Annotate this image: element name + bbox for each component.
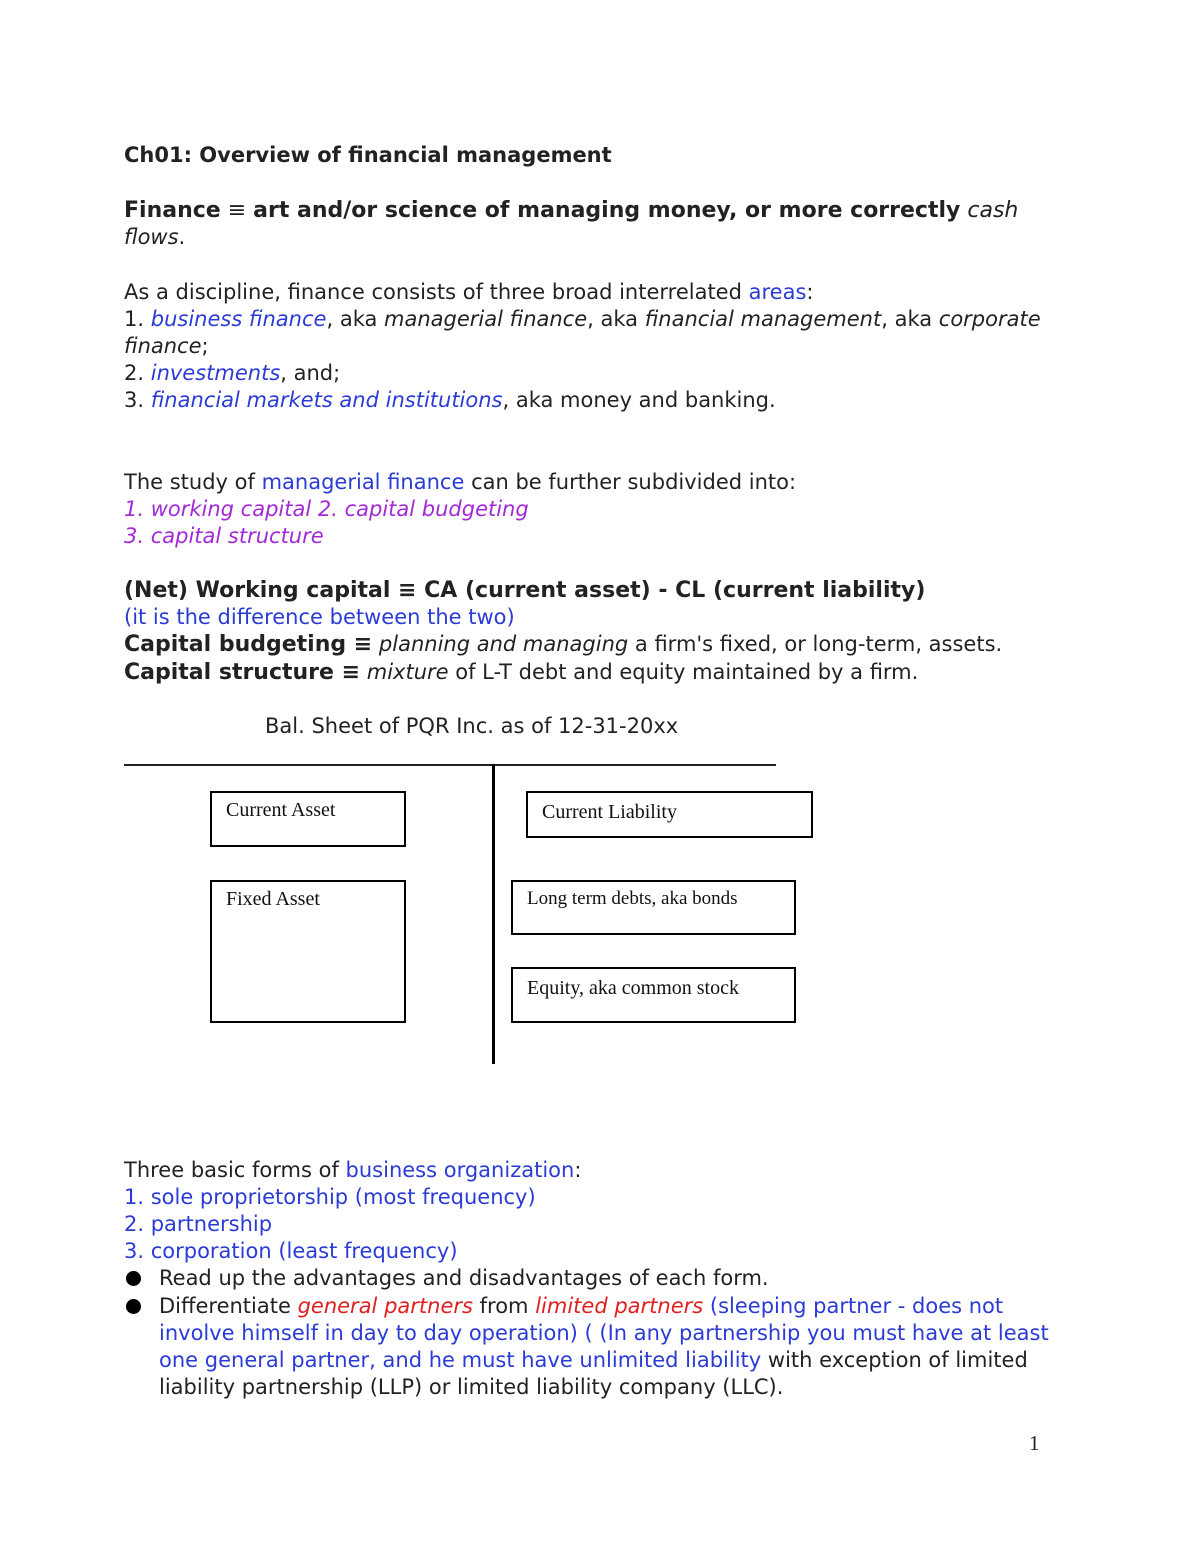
item-aka: , aka xyxy=(326,307,385,331)
item-number: 3. xyxy=(124,388,145,412)
discipline-intro xyxy=(124,279,813,306)
business-org-intro-a: Three basic forms of xyxy=(124,1158,339,1182)
capital-structure-def xyxy=(124,659,918,686)
item-end: , and; xyxy=(280,361,341,385)
current-liability-box: Current Liability xyxy=(526,791,813,838)
business-org-term: business organization xyxy=(345,1158,575,1182)
cs-emph: mixture xyxy=(366,660,449,684)
discipline-item-2 xyxy=(124,360,340,387)
cb-emph: planning and managing xyxy=(378,632,629,656)
managerial-intro xyxy=(124,469,796,496)
bullet2-line3b: with exception of limited xyxy=(767,1348,1028,1372)
bullet-2-line-3 xyxy=(159,1347,1028,1374)
item-aka2: financial management xyxy=(644,307,882,331)
finance-def-emph: cash xyxy=(967,198,1019,223)
managerial-line-1: 1. working capital 2. capital budgeting xyxy=(124,497,529,521)
equity-box: Equity, aka common stock xyxy=(511,967,796,1023)
business-org-item-3: 3. corporation (least frequency) xyxy=(124,1239,458,1263)
item-aka: , aka xyxy=(587,307,645,331)
item-number: 1. xyxy=(124,307,145,331)
cs-term: Capital structure ≡ xyxy=(124,660,361,685)
finance-def-end: . xyxy=(178,225,186,249)
item-name: business finance xyxy=(150,307,327,331)
bullet2-line3a: one general partner, and he must have unlimited liability xyxy=(159,1348,762,1372)
discipline-intro-text: As a discipline, finance consists of three broad interrelated xyxy=(124,280,742,304)
bullet2-a: Differentiate xyxy=(159,1294,291,1318)
current-asset-box: Current Asset xyxy=(210,791,406,847)
bullet-2-line-4: liability partnership (LLP) or limited liability company (LLC). xyxy=(159,1375,784,1399)
discipline-item-3 xyxy=(124,387,776,414)
areas-term: areas xyxy=(748,280,807,304)
item-name: financial markets and institutions xyxy=(150,388,503,412)
item-end: , aka money and banking. xyxy=(502,388,776,412)
business-org-intro xyxy=(124,1157,581,1184)
balance-sheet-divider xyxy=(492,764,495,1064)
bullet-icon xyxy=(126,1271,141,1286)
item-number: 2. xyxy=(124,361,145,385)
bullet-2-line-2: involve himself in day to day operation) ( (In any partnership you must have at least xyxy=(159,1321,1049,1345)
page-title: Ch01: Overview of financial management xyxy=(124,143,612,167)
balance-sheet-title: Bal. Sheet of PQR Inc. as of 12-31-20xx xyxy=(265,714,679,738)
managerial-intro-b: can be further subdivided into: xyxy=(471,470,797,494)
business-org-colon: : xyxy=(574,1158,582,1182)
fixed-asset-box: Fixed Asset xyxy=(210,880,406,1023)
finance-term: Finance xyxy=(124,198,221,223)
working-capital-def: (Net) Working capital ≡ CA (current asset) - CL (current liability) xyxy=(124,578,926,603)
long-term-debts-box: Long term debts, aka bonds xyxy=(511,880,796,935)
cb-rest: a firm's fixed, or long-term, assets. xyxy=(634,632,1003,656)
item-name: investments xyxy=(150,361,281,385)
discipline-colon: : xyxy=(806,280,814,304)
working-capital-note: (it is the difference between the two) xyxy=(124,605,515,629)
managerial-intro-a: The study of xyxy=(124,470,255,494)
cs-rest: of L-T debt and equity maintained by a firm. xyxy=(455,660,919,684)
business-org-item-1: 1. sole proprietorship (most frequency) xyxy=(124,1185,536,1209)
page-number: 1 xyxy=(1029,1431,1040,1455)
item-aka1: managerial finance xyxy=(384,307,588,331)
item-aka: , aka xyxy=(881,307,939,331)
bullet2-c: (sleeping partner - does not xyxy=(709,1294,1004,1318)
finance-definition-cont xyxy=(124,224,185,251)
capital-budgeting-def xyxy=(124,631,1002,658)
bullet-icon xyxy=(126,1299,141,1314)
limited-partners-term: limited partners xyxy=(535,1294,704,1318)
finance-def-emph2: flows xyxy=(124,225,179,249)
bullet-2-line-1 xyxy=(159,1293,1003,1320)
item-aka3b: finance xyxy=(124,334,202,358)
finance-definition xyxy=(124,197,1018,224)
discipline-item-1 xyxy=(124,306,1041,333)
managerial-line-2: 3. capital structure xyxy=(124,524,324,548)
item-aka3: corporate xyxy=(938,307,1041,331)
managerial-term: managerial finance xyxy=(261,470,465,494)
bullet-1-text: Read up the advantages and disadvantages of each form. xyxy=(159,1266,769,1290)
business-org-item-2: 2. partnership xyxy=(124,1212,273,1236)
discipline-item-1-cont xyxy=(124,333,209,360)
finance-def-text: art and/or science of managing money, or more correctly xyxy=(253,198,961,223)
item-end: ; xyxy=(201,334,209,358)
bullet2-b: from xyxy=(479,1294,529,1318)
cb-term: Capital budgeting ≡ xyxy=(124,632,373,657)
equiv-symbol: ≡ xyxy=(227,198,247,223)
balance-sheet-rule xyxy=(124,764,776,766)
general-partners-term: general partners xyxy=(297,1294,473,1318)
